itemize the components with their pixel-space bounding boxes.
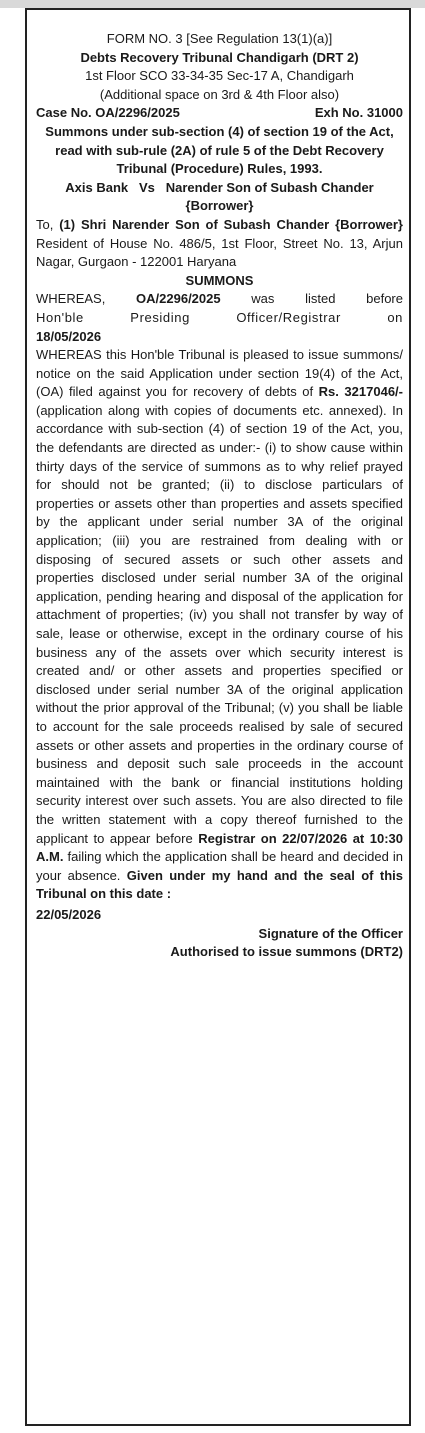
exhibit-number: Exh No. 31000: [314, 105, 403, 121]
whereas-1-case: OA/2296/2025: [136, 291, 221, 307]
signature-line-1: Signature of the Officer: [258, 925, 403, 941]
given-date: 22/05/2026: [36, 906, 102, 922]
addressee-address: Resident of House No. 486/5, 1st Floor, Street No. 13, Arjun Nagar, Gurgaon - 122001 Haryana: [36, 235, 403, 270]
addressee-name: (1) Shri Narender Son of Subash Chander {Borrower}: [59, 216, 403, 232]
whereas-2-text-b: (application along with copies of documents etc. annexed). In accordance with sub-section (4) of section 19 of the Act, you, the defendants are directed as under:- (i) to show cause within thirty days of the service of summons as to why relief prayed for should not be granted; (ii) to disclose particulars of properties or assets other than properties and assets specified by the applicant under serial number 3A of the original application; (iii) you are restrained from dealing with or disposing of secured assets or such other assets and properties disclosed under serial number 3A of the original application, pending hearing and disposal of the application for attachment of properties; (iv) you shall not transfer by way of sale, lease or otherwise, except in the ordinary course of his business any of the assets over which security interest is created and/ or other assets and properties specified or disclosed under serial number 3A of the original application without the prior approval of the Tribunal; (v) you shall be liable to account for the sale proceeds realised by sale of secured assets or other assets and properties in the ordinary course of business and deposit such sale proceeds in the account maintained with the bank or financial institutions holding security interest over such assets. You are also directed to file the written statement with a copy thereof furnished to the applicant to appear before: [36, 402, 403, 846]
whereas-2-paragraph: [36, 346, 403, 904]
whereas-1-line1: [36, 290, 403, 309]
summons-heading: Summons under sub-section (4) of section 19 of the Act, read with sub-rule (2A) of rule 5 of the Debt Recovery Tribunal (Procedure) Rules, 1993.: [45, 123, 394, 177]
top-strip: [0, 0, 425, 8]
whereas-1-line2: Hon'ble Presiding Officer/Registrar on: [36, 309, 403, 325]
signature-line-2: Authorised to issue summons (DRT2): [170, 944, 403, 960]
summons-title: SUMMONS: [185, 272, 254, 288]
case-number: Case No. OA/2296/2025: [36, 105, 180, 121]
whereas-2-text-a: WHEREAS this Hon'ble Tribunal is pleased to issue summons/ notice on the said Application under section 19(4) of the Act, (OA) filed against you for recovery of debts of: [36, 347, 403, 400]
debt-amount: Rs. 3217046/-: [318, 384, 403, 400]
tribunal-name: Debts Recovery Tribunal Chandigarh (DRT 2): [80, 49, 359, 65]
form-line: FORM NO. 3 [See Regulation 13(1)(a)]: [106, 31, 333, 46]
whereas-2-text-c: failing which the application shall be heard and decided in your absence.: [36, 849, 403, 883]
summons-notice: [25, 8, 411, 1426]
given-under: Given under my hand and the seal of this Tribunal on this date :: [36, 867, 403, 902]
tribunal-address: 1st Floor SCO 33-34-35 Sec-17 A, Chandigarh: [85, 68, 354, 84]
whereas-1-prefix: WHEREAS,: [36, 291, 106, 307]
to-prefix: To,: [36, 216, 54, 232]
whereas-1-text: was listed before: [251, 291, 403, 307]
case-row: [36, 104, 403, 123]
whereas-1-date: 18/05/2026: [36, 328, 102, 344]
appearance-date: Registrar on 22/07/2026 at 10:30 A.M.: [36, 830, 403, 865]
address-note: (Additional space on 3rd & 4th Floor also): [99, 86, 340, 102]
addressee-block: [36, 216, 403, 272]
date-signature-row: [36, 906, 403, 925]
parties: Axis Bank Vs Narender Son of Subash Chander {Borrower}: [65, 179, 378, 214]
